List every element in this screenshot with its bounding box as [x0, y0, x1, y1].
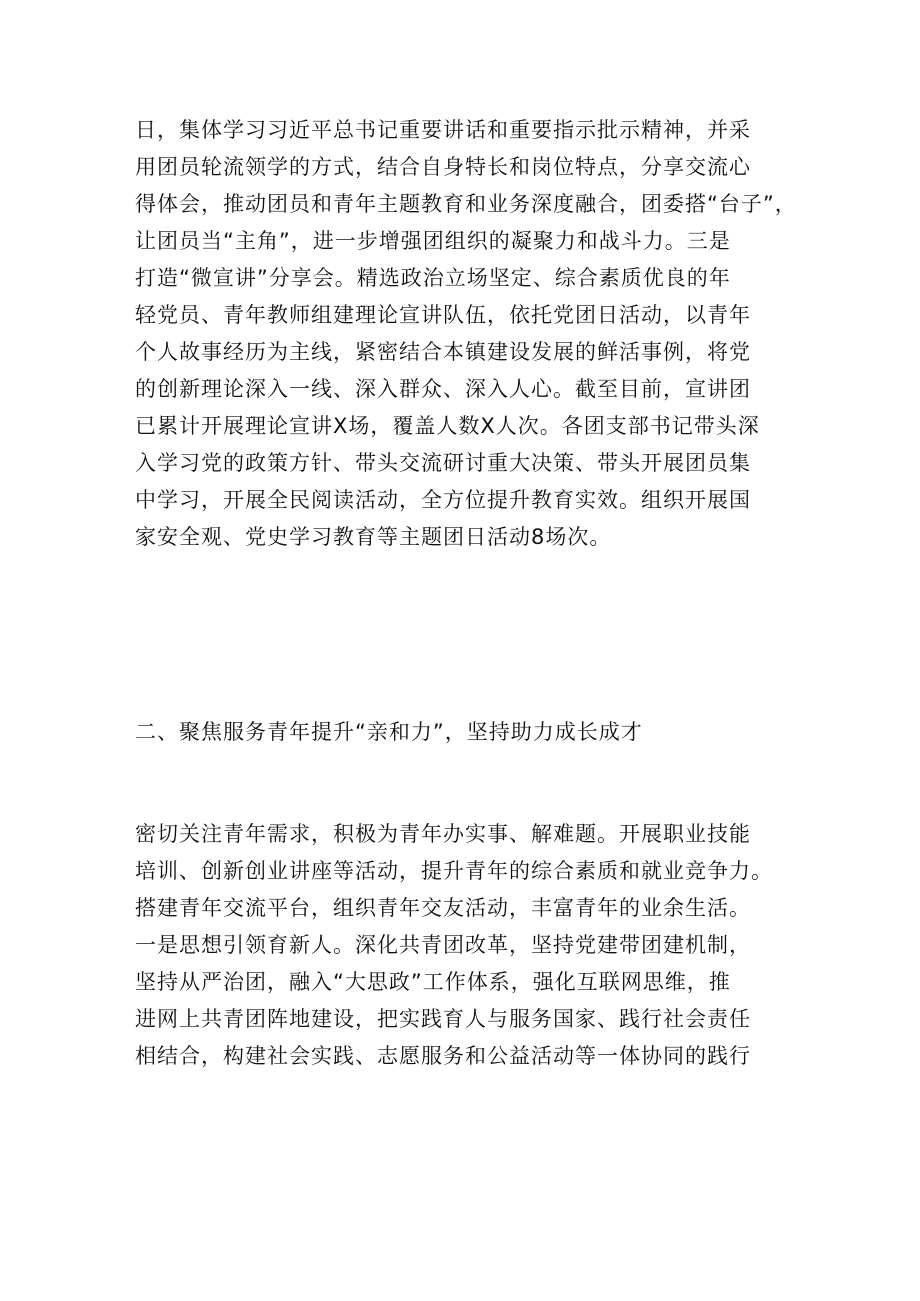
text-line: 入学习党的政策方针、带头交流研讨重大决策、带头开展团员集 [135, 451, 751, 475]
text-line: 用团员轮流领学的方式，结合自身特长和岗位特点，分享交流心 [135, 155, 751, 179]
text-line: 相结合，构建社会实践、志愿服务和公益活动等一体协同的践行 [135, 1044, 751, 1068]
text-line: 让团员当“主角”，进一步增强团组织的凝聚力和战斗力。三是 [135, 229, 731, 253]
text-line: 的创新理论深入一线、深入群众、深入人心。截至目前，宣讲团 [135, 377, 751, 401]
text-line: 培训、创新创业讲座等活动，提升青年的综合素质和就业竞争力。 [135, 859, 773, 883]
text-line: 得体会，推动团员和青年主题教育和业务深度融合，团委搭“台子”， [135, 192, 797, 216]
text-line: 已累计开展理论宣讲X场，覆盖人数X人次。各团支部书记带头深 [135, 414, 760, 438]
text-line: 中学习，开展全民阅读活动，全方位提升教育实效。组织开展国 [135, 488, 751, 512]
body-paragraph-2 [135, 816, 795, 1075]
body-paragraph-1 [135, 112, 795, 556]
text-line: 个人故事经历为主线，紧密结合本镇建设发展的鲜活事例，将党 [135, 340, 751, 364]
text-line: 日，集体学习习近平总书记重要讲话和重要指示批示精神，并采 [135, 118, 751, 142]
section-heading-2 [135, 714, 795, 751]
text-line: 搭建青年交流平台，组织青年交友活动，丰富青年的业余生活。 [135, 896, 751, 920]
text-line: 家安全观、党史学习教育等主题团日活动8场次。 [135, 525, 612, 549]
text-line: 打造“微宣讲”分享会。精选政治立场坚定、综合素质优良的年 [135, 266, 731, 290]
text-line: 一是思想引领育新人。深化共青团改革，坚持党建带团建机制， [135, 933, 751, 957]
section-heading-text: 二、聚焦服务青年提升“亲和力”，坚持助力成长成才 [135, 720, 643, 744]
text-line: 进网上共青团阵地建设，把实践育人与服务国家、践行社会责任 [135, 1007, 751, 1031]
text-line: 轻党员、青年教师组建理论宣讲队伍，依托党团日活动，以青年 [135, 303, 751, 327]
text-line: 密切关注青年需求，积极为青年办实事、解难题。开展职业技能 [135, 822, 751, 846]
text-line: 坚持从严治团，融入“大思政”工作体系，强化互联网思维，推 [135, 970, 731, 994]
